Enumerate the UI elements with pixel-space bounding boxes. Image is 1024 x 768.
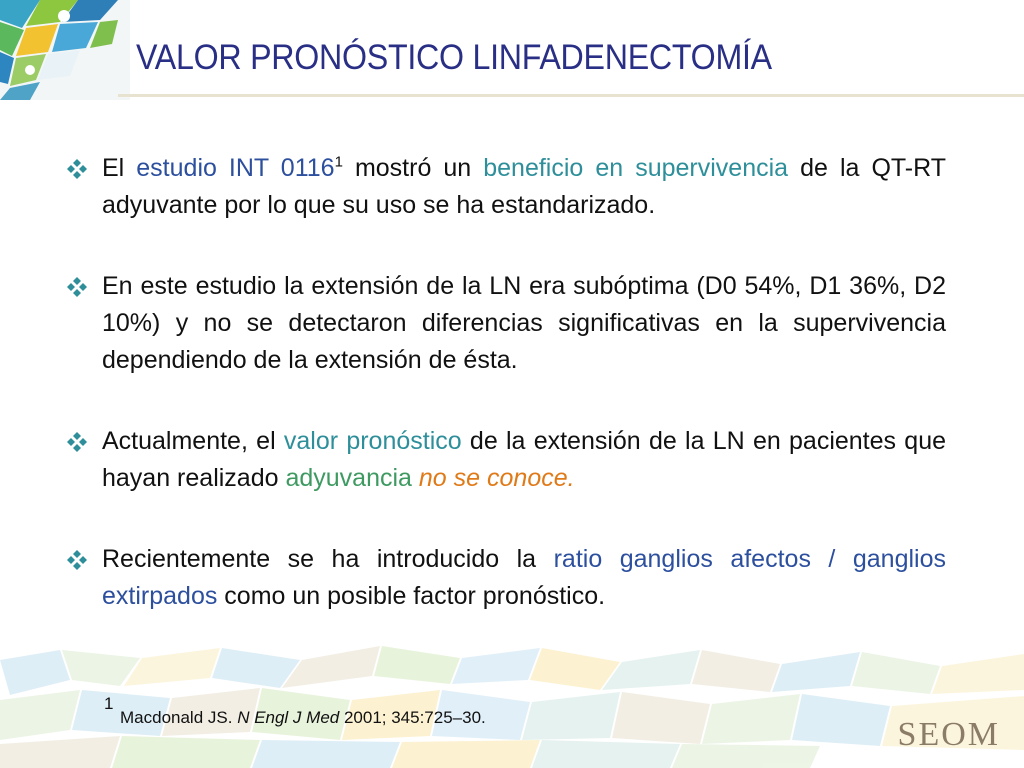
four-diamond-bullet-icon (66, 431, 88, 453)
bullet-text: de la extensión de la LN en pacientes que hayan realizado (102, 427, 946, 492)
highlight-adjuvancy: adyuvancia (285, 464, 412, 492)
header-rule (118, 94, 1024, 97)
bullet-text: Actualmente, el (102, 427, 284, 455)
bullet-text: mostró un (342, 154, 484, 182)
highlight-benefit: beneficio en supervivencia (483, 154, 789, 182)
footnote (120, 708, 486, 728)
bullet-text: En este estudio la extensión de la LN era subóptima (D0 54%, D1 36%, D2 10%) y no se detectaron diferencias significativas en la supervivencia dependiendo de la extensión de ésta. (102, 272, 946, 374)
four-diamond-bullet-icon (66, 276, 88, 298)
footnote-ref: 1 (334, 153, 343, 171)
bullet-text (412, 464, 419, 492)
highlight-prognostic-value: valor pronóstico (283, 427, 462, 455)
bullet-text: El (102, 154, 137, 182)
four-diamond-bullet-icon (66, 549, 88, 571)
footnote-reference: 2001; 345:725–30. (339, 708, 486, 727)
highlight-unknown: no se conoce. (418, 464, 575, 492)
bullet-text: como un posible factor pronóstico. (217, 582, 606, 610)
highlight-ratio: ratio ganglios afectos / ganglios extirpados (102, 545, 946, 610)
footnote-journal: N Engl J Med (237, 708, 340, 727)
footnote-number: 1 (104, 694, 114, 713)
mosaic-decoration-bottom (0, 640, 1024, 768)
highlight-study: estudio INT 0116 (136, 154, 335, 182)
footnote-author: Macdonald JS. (120, 708, 238, 727)
four-diamond-bullet-icon (66, 158, 88, 180)
bullet-item-1 (66, 150, 946, 224)
seom-logo: SEOM (897, 716, 1000, 753)
page-title: VALOR PRONÓSTICO LINFADENECTOMÍA (136, 38, 772, 77)
bullet-text: de la QT-RT adyuvante por lo que su uso se ha estandarizado. (102, 154, 946, 219)
bullet-item-4 (66, 541, 946, 615)
bullet-item-3 (66, 423, 946, 497)
bullet-text: Recientemente se ha introducido la (102, 545, 554, 573)
mosaic-decoration-top-left (0, 0, 130, 100)
bullet-list (66, 150, 946, 659)
bullet-item-2 (66, 268, 946, 379)
